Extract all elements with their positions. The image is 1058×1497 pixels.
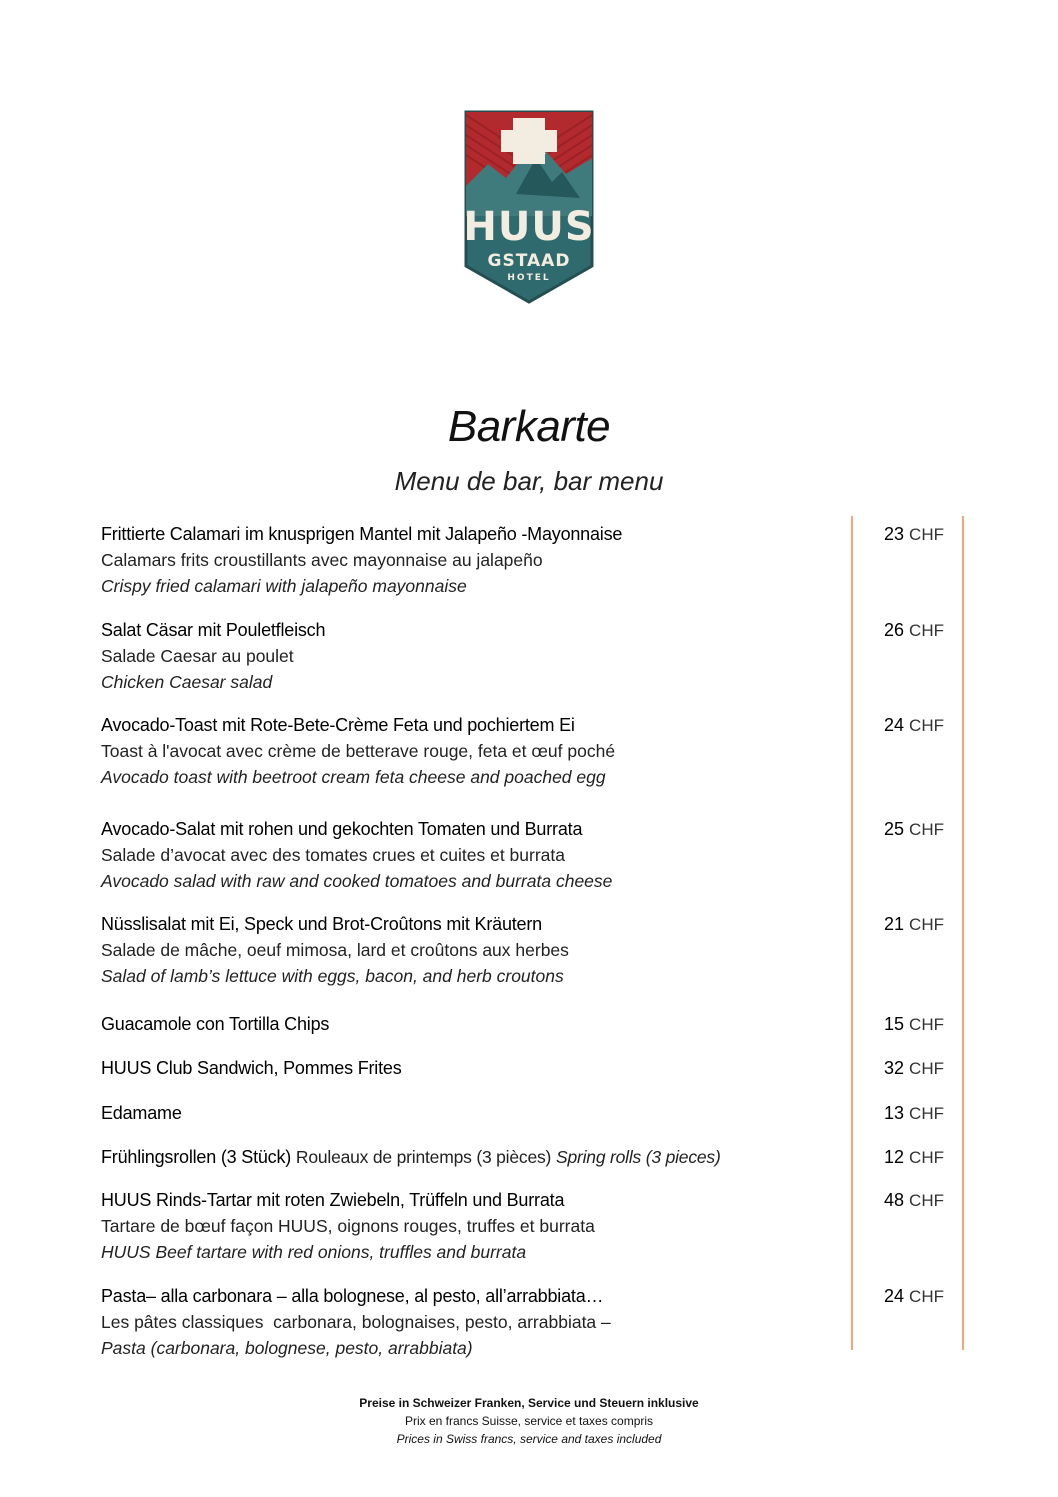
- price-value: 12: [884, 1147, 905, 1167]
- price-note-fr: Prix en francs Suisse, service et taxes compris: [404, 1414, 654, 1428]
- price-currency: CHF: [909, 716, 944, 735]
- item-name-de: Frittierte Calamari im knusprigen Mantel mit Jalapeño -Mayonnaise: [101, 524, 623, 544]
- price-note-de: Preise in Schweizer Franken, Service und Steuern inklusive: [359, 1396, 699, 1410]
- price-currency: CHF: [909, 820, 944, 839]
- price-value: 15: [884, 1014, 905, 1034]
- menu-item-beef-tartare: [101, 1187, 841, 1265]
- item-price: [860, 1144, 944, 1171]
- price-currency: CHF: [909, 525, 944, 544]
- price-note: [0, 1394, 1058, 1448]
- price-currency: CHF: [909, 1287, 944, 1306]
- item-price: [860, 1055, 944, 1082]
- item-price: [860, 1283, 944, 1310]
- price-value: 23: [884, 524, 905, 544]
- item-name-de: Nüsslisalat mit Ei, Speck und Brot-Croûtons mit Kräutern: [101, 914, 542, 934]
- price-currency: CHF: [909, 621, 944, 640]
- item-name-en: Crispy fried calamari with jalapeño mayonnaise: [101, 576, 467, 596]
- item-name-fr: Tartare de bœuf façon HUUS, oignons rouges, truffes et burrata: [101, 1216, 595, 1236]
- price-currency: CHF: [909, 1104, 944, 1123]
- item-name-fr: Rouleaux de printemps (3 pièces): [295, 1147, 552, 1167]
- menu-item-edamame: [101, 1100, 841, 1126]
- page-subtitle: Menu de bar, bar menu: [394, 466, 664, 496]
- menu-item-guacamole: [101, 1011, 841, 1037]
- item-price: [860, 1187, 944, 1214]
- menu-item-avocado-toast: [101, 712, 841, 790]
- price-value: 21: [884, 914, 905, 934]
- item-price: [860, 911, 944, 938]
- item-price: [860, 1100, 944, 1127]
- item-name-de: Avocado-Toast mit Rote-Bete-Crème Feta und pochiertem Ei: [101, 715, 575, 735]
- page-title: Barkarte: [447, 402, 611, 451]
- price-currency: CHF: [909, 1148, 944, 1167]
- price-value: 13: [884, 1103, 905, 1123]
- divider-line-left: [851, 516, 853, 1350]
- item-price: [860, 521, 944, 548]
- item-name-en: HUUS Beef tartare with red onions, truffles and burrata: [101, 1242, 527, 1262]
- logo-type: HOTEL: [507, 273, 551, 283]
- price-currency: CHF: [909, 915, 944, 934]
- price-currency: CHF: [909, 1015, 944, 1034]
- item-name-de: HUUS Rinds-Tartar mit roten Zwiebeln, Trüffeln und Burrata: [101, 1190, 565, 1210]
- logo-city: GSTAAD: [487, 251, 571, 271]
- item-price: [860, 712, 944, 739]
- item-name-en: Avocado salad with raw and cooked tomatoes and burrata cheese: [101, 871, 613, 891]
- price-value: 26: [884, 620, 905, 640]
- item-name-de: Avocado-Salat mit rohen und gekochten Tomaten und Burrata: [101, 819, 583, 839]
- item-name-en: Avocado toast with beetroot cream feta cheese and poached egg: [101, 767, 606, 787]
- item-name-fr: Salade de mâche, oeuf mimosa, lard et croûtons aux herbes: [101, 940, 569, 960]
- price-value: 25: [884, 819, 905, 839]
- item-name-en: Salad of lamb’s lettuce with eggs, bacon, and herb croutons: [101, 966, 564, 986]
- item-name-fr: Toast à l'avocat avec crème de betterave rouge, feta et œuf poché: [101, 741, 616, 761]
- price-currency: CHF: [909, 1059, 944, 1078]
- price-value: 48: [884, 1190, 905, 1210]
- price-currency: CHF: [909, 1191, 944, 1210]
- item-name-de: Edamame: [101, 1103, 182, 1123]
- item-name-fr: Calamars frits croustillants avec mayonnaise au jalapeño: [101, 550, 543, 570]
- item-price: [860, 816, 944, 843]
- price-value: 24: [884, 715, 905, 735]
- item-name-de: HUUS Club Sandwich, Pommes Frites: [101, 1058, 402, 1078]
- menu-item-calamari: [101, 521, 841, 599]
- item-name-en: Chicken Caesar salad: [101, 672, 273, 692]
- item-name-fr: Les pâtes classiques carbonara, bolognaises, pesto, arrabbiata –: [101, 1312, 611, 1332]
- menu-item-spring-rolls: [101, 1144, 851, 1170]
- item-name-de: Pasta– alla carbonara – alla bolognese, al pesto, all’arrabbiata…: [101, 1286, 604, 1306]
- item-price: [860, 617, 944, 644]
- item-price: [860, 1011, 944, 1038]
- logo-name: HUUS: [463, 204, 595, 250]
- price-note-en: Prices in Swiss francs, service and taxes included: [396, 1432, 662, 1446]
- item-name-en: Pasta (carbonara, bolognese, pesto, arrabbiata): [101, 1338, 473, 1358]
- item-name-fr: Salade Caesar au poulet: [101, 646, 294, 666]
- menu-item-club-sandwich: [101, 1055, 841, 1081]
- menu-item-avocado-salad: [101, 816, 841, 894]
- menu-item-pasta: [101, 1283, 841, 1361]
- item-name-de: Guacamole con Tortilla Chips: [101, 1014, 330, 1034]
- item-name-fr: Salade d’avocat avec des tomates crues et cuites et burrata: [101, 845, 566, 865]
- item-name-de: Salat Cäsar mit Pouletfleisch: [101, 620, 326, 640]
- price-value: 32: [884, 1058, 905, 1078]
- menu-item-caesar-salad: [101, 617, 841, 695]
- item-line: [101, 1144, 851, 1170]
- item-name-en: Spring rolls (3 pieces): [555, 1147, 721, 1167]
- menu-item-nuesslisalat: [101, 911, 841, 989]
- hotel-logo: [462, 106, 596, 306]
- divider-line-right: [962, 516, 964, 1350]
- price-value: 24: [884, 1286, 905, 1306]
- item-name-de: Frühlingsrollen (3 Stück): [101, 1147, 292, 1167]
